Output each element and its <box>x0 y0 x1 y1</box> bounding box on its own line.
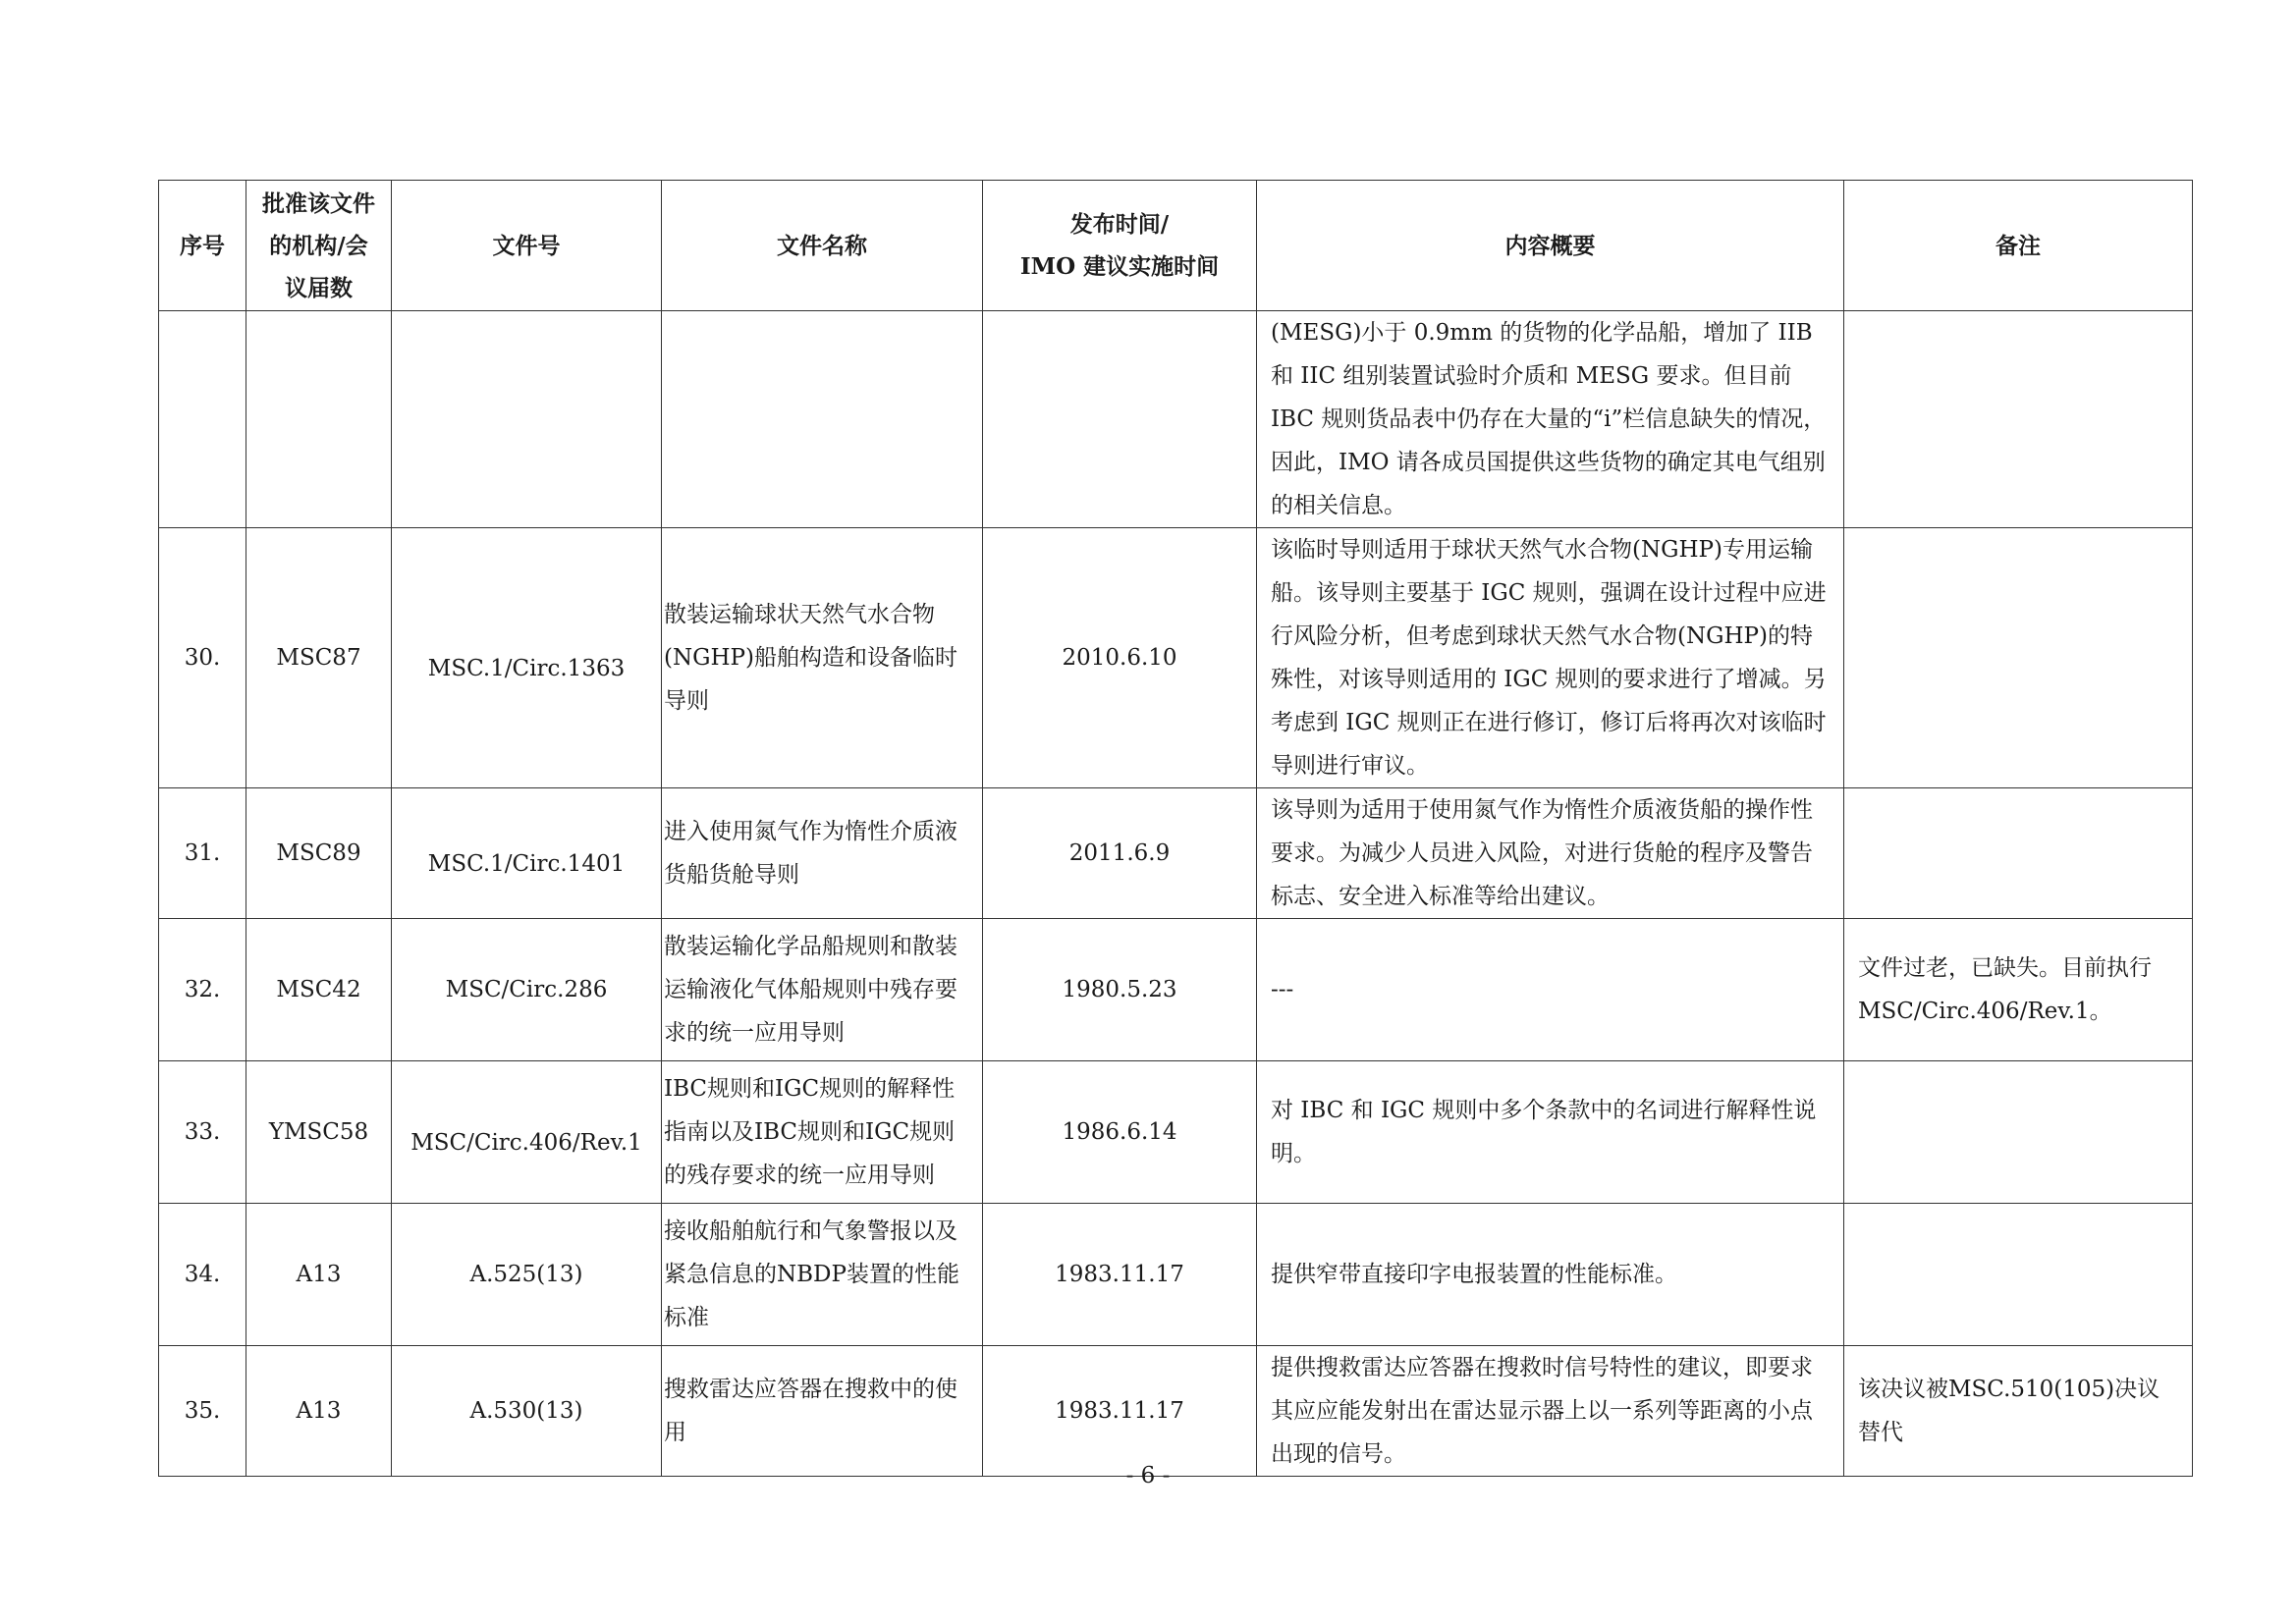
page-number: - 6 - <box>1125 1463 1171 1488</box>
cell-remarks <box>1844 788 2193 919</box>
cell-remarks <box>1844 311 2193 528</box>
cell-org: A13 <box>246 1346 392 1477</box>
cell-remarks: 该决议被MSC.510(105)决议替代 <box>1844 1346 2193 1477</box>
cell-date: 1986.6.14 <box>983 1061 1257 1204</box>
cell-doc-name <box>662 311 983 528</box>
cell-seq: 33. <box>159 1061 246 1204</box>
cell-date: 2011.6.9 <box>983 788 1257 919</box>
cell-doc-no: MSC.1/Circ.1401 <box>392 788 662 919</box>
table-row <box>159 528 2193 788</box>
cell-seq: 32. <box>159 919 246 1061</box>
cell-seq: 30. <box>159 528 246 788</box>
cell-seq: 35. <box>159 1346 246 1477</box>
cell-org: MSC87 <box>246 528 392 788</box>
cell-doc-name: 散装运输化学品船规则和散装运输液化气体船规则中残存要求的统一应用导则 <box>662 919 983 1061</box>
header-seq: 序号 <box>159 181 246 311</box>
cell-date <box>983 311 1257 528</box>
table-row <box>159 788 2193 919</box>
table-row <box>159 311 2193 528</box>
cell-date: 1983.11.17 <box>983 1346 1257 1477</box>
cell-doc-no: MSC/Circ.406/Rev.1 <box>392 1061 662 1204</box>
header-summary: 内容概要 <box>1257 181 1844 311</box>
cell-doc-name: 接收船舶航行和气象警报以及紧急信息的NBDP装置的性能标准 <box>662 1204 983 1346</box>
cell-seq: 31. <box>159 788 246 919</box>
cell-doc-no: A.525(13) <box>392 1204 662 1346</box>
cell-doc-name: 搜救雷达应答器在搜救中的使用 <box>662 1346 983 1477</box>
cell-doc-no: MSC/Circ.286 <box>392 919 662 1061</box>
cell-summary: (MESG)小于 0.9mm 的货物的化学品船，增加了 IIB 和 IIC 组别装置试验时介质和 MESG 要求。但目前 IBC 规则货品表中仍存在大量的“i”栏信息缺失的情况，因此，IMO 请各成员国提供这些货物的确定其电气组别的相关信息。 <box>1257 311 1844 528</box>
cell-doc-no <box>392 311 662 528</box>
cell-org: MSC89 <box>246 788 392 919</box>
cell-date: 1980.5.23 <box>983 919 1257 1061</box>
cell-summary: 提供搜救雷达应答器在搜救时信号特性的建议，即要求其应应能发射出在雷达显示器上以一系列等距离的小点出现的信号。 <box>1257 1346 1844 1477</box>
cell-org <box>246 311 392 528</box>
cell-summary: 提供窄带直接印字电报装置的性能标准。 <box>1257 1204 1844 1346</box>
table-row <box>159 1204 2193 1346</box>
cell-date: 1983.11.17 <box>983 1204 1257 1346</box>
cell-date: 2010.6.10 <box>983 528 1257 788</box>
header-remarks: 备注 <box>1844 181 2193 311</box>
table-row <box>159 919 2193 1061</box>
cell-doc-name: IBC规则和IGC规则的解释性指南以及IBC规则和IGC规则的残存要求的统一应用导则 <box>662 1061 983 1204</box>
header-row <box>159 181 2193 311</box>
cell-summary: 对 IBC 和 IGC 规则中多个条款中的名词进行解释性说明。 <box>1257 1061 1844 1204</box>
cell-org: MSC42 <box>246 919 392 1061</box>
cell-seq <box>159 311 246 528</box>
cell-doc-no: MSC.1/Circ.1363 <box>392 528 662 788</box>
cell-remarks <box>1844 528 2193 788</box>
table-row <box>159 1061 2193 1204</box>
cell-org: YMSC58 <box>246 1061 392 1204</box>
table-row <box>159 1346 2193 1477</box>
header-date: 发布时间/ IMO 建议实施时间 <box>983 181 1257 311</box>
document-table <box>158 180 2193 1477</box>
cell-doc-name: 进入使用氮气作为惰性介质液货船货舱导则 <box>662 788 983 919</box>
header-doc-no: 文件号 <box>392 181 662 311</box>
cell-remarks <box>1844 1204 2193 1346</box>
cell-summary: --- <box>1257 919 1844 1061</box>
header-org: 批准该文件的机构/会议届数 <box>246 181 392 311</box>
cell-seq: 34. <box>159 1204 246 1346</box>
cell-summary: 该导则为适用于使用氮气作为惰性介质液货船的操作性要求。为减少人员进入风险，对进行货舱的程序及警告标志、安全进入标准等给出建议。 <box>1257 788 1844 919</box>
cell-remarks <box>1844 1061 2193 1204</box>
header-doc-name: 文件名称 <box>662 181 983 311</box>
cell-summary: 该临时导则适用于球状天然气水合物(NGHP)专用运输船。该导则主要基于 IGC 规则，强调在设计过程中应进行风险分析，但考虑到球状天然气水合物(NGHP)的特殊性，对该导则适用的 IGC 规则的要求进行了增减。另考虑到 IGC 规则正在进行修订，修订后将再次对该临时导则进行审议。 <box>1257 528 1844 788</box>
cell-doc-no: A.530(13) <box>392 1346 662 1477</box>
cell-remarks: 文件过老，已缺失。目前执行 MSC/Circ.406/Rev.1。 <box>1844 919 2193 1061</box>
cell-org: A13 <box>246 1204 392 1346</box>
cell-doc-name: 散装运输球状天然气水合物(NGHP)船舶构造和设备临时导则 <box>662 528 983 788</box>
